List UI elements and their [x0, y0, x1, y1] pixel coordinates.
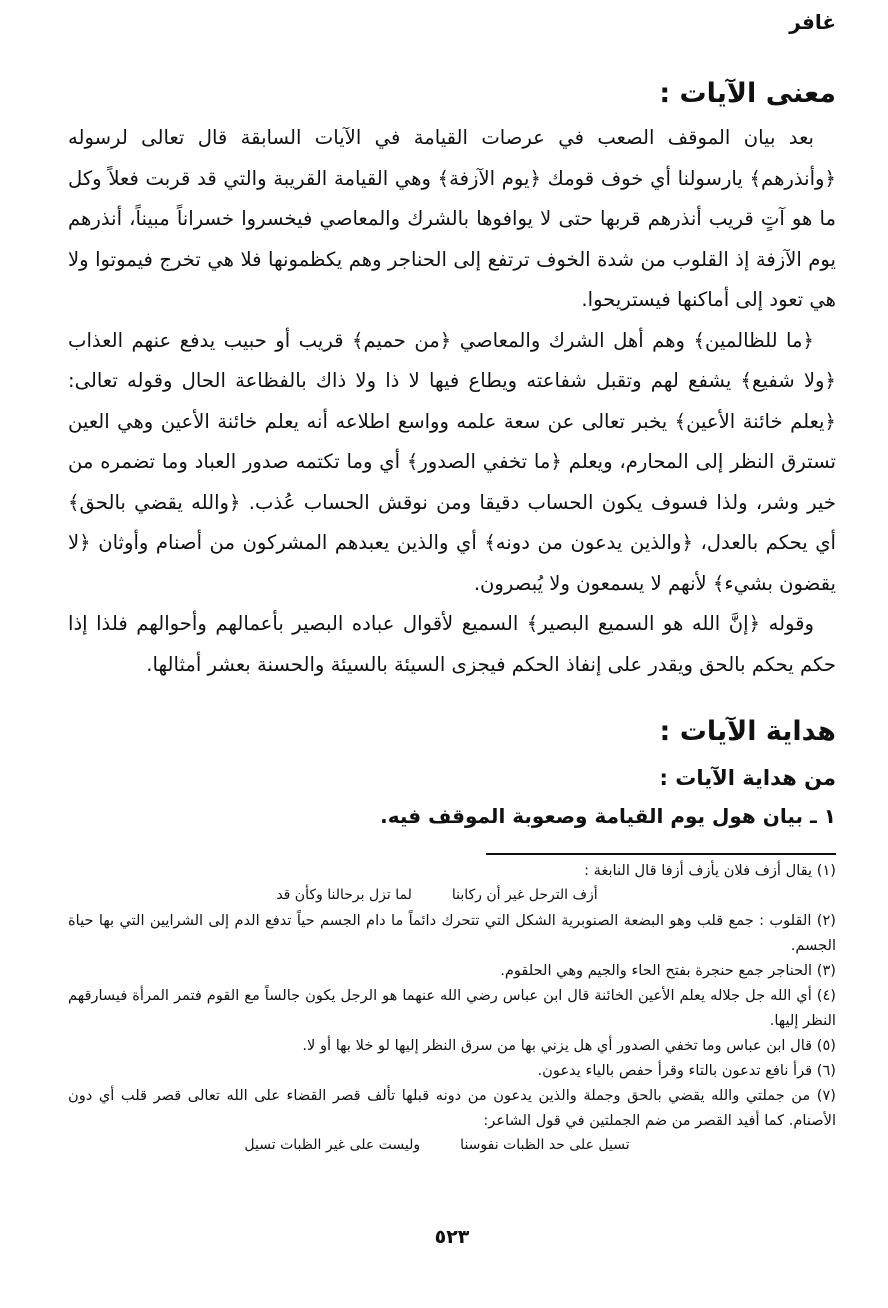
footnotes — [68, 858, 836, 1158]
section-title-meaning: معنى الآيات : — [659, 78, 836, 109]
footnote-7: (٧) من جملتي والله يقضي بالحق وجملة والذين يدعون من دونه قبلها تألف قصر القضاء على الله تعالى قصر قلب أي دون الأصنام. كما أفيد القصر من ضم الجملتين في قول الشاعر: — [68, 1087, 836, 1129]
verse-hemistich: لما تزل برحالنا وكأن قد — [276, 887, 412, 903]
guidance-subtitle: من هداية الآيات : — [659, 766, 836, 790]
footnote-5: (٥) قال ابن عباس وما تخفي الصدور أي هل يزني بها من سرق النظر إليها لو خلا بها أو لا. — [302, 1037, 836, 1054]
footnote-divider — [486, 853, 836, 855]
footnote-1-verse — [68, 883, 836, 908]
page-number: ٥٢٣ — [434, 1226, 470, 1248]
verse-hemistich: وليست على غير الظبات تسيل — [244, 1137, 421, 1153]
footnote-4: (٤) أي الله جل جلاله يعلم الأعين الخائنة قال ابن عباس رضي الله عنهما هو الرجل يكون جالساً مع القوم فتمر المرأة فيسارقهم النظر إليها. — [68, 987, 836, 1029]
commentary-paragraph: ﴿ما للظالمين﴾ وهم أهل الشرك والمعاصي ﴿من حميم﴾ قريب أو حبيب يدفع عنهم العذاب ﴿ولا شفيع﴾ يشفع لهم وتقبل شفاعته ويطاع فيها لا ذا ولا ذاك بالفظاعة الحال وقوله تعالى: ﴿يعلم خائنة الأعين﴾ يخبر تعالى عن سعة علمه وواسع اطلاعه أنه يعلم خائنة الأعين وهي العين تسترق النظر إلى المحارم، ويعلم ﴿ما تخفي الصدور﴾ أي وما تكتمه صدور العباد وما تضمره من خير وشر، ولذا فسوف يكون الحساب دقيقا ومن نوقش الحساب عُذب. ﴿والله يقضي بالحق﴾ أي يحكم بالعدل، ﴿والذين يدعون من دونه﴾ أي والذين يعبدهم المشركون من أصنام وأوثان ﴿لا يقضون بشيء﴾ لأنهم لا يسمعون ولا يُبصرون. — [68, 328, 836, 595]
verse-hemistich: تسيل على حد الظبات نفوسنا — [460, 1137, 630, 1153]
commentary-paragraph: وقوله ﴿إنَّ الله هو السميع البصير﴾ السميع لأقوال عباده البصير بأعمالهم وأحوالهم فلذا إذا حكم يحكم بالحق ويقدر على إنفاذ الحكم فيجزى السيئة بالسيئة والحسنة بعشر أمثالها. — [68, 612, 836, 676]
quran-commentary-page — [68, 0, 836, 1308]
verse-hemistich: أزف الترحل غير أن ركابنا — [451, 887, 598, 903]
footnote-6: (٦) قرأ نافع تدعون بالتاء وقرأ حفص بالياء يدعون. — [537, 1062, 836, 1079]
footnote-2: (٢) القلوب : جمع قلب وهو البضعة الصنوبرية الشكل التي تتحرك دائماً ما دام الجسم حياً تدفع الدم إلى الشرايين التي بها حياة الجسم. — [68, 912, 836, 954]
footnote-7-verse — [68, 1133, 836, 1158]
footnote-1: (١) يقال أزف فلان يأزف أزفا قال النابغة : — [584, 862, 836, 879]
section-title-guidance: هداية الآيات : — [659, 716, 836, 747]
surah-name-header: غافر — [789, 10, 836, 34]
footnote-3: (٣) الحناجر جمع حنجرة بفتح الحاء والجيم وهي الحلقوم. — [500, 962, 836, 979]
commentary-body — [68, 118, 836, 685]
commentary-paragraph: بعد بيان الموقف الصعب في عرصات القيامة في الآيات السابقة قال تعالى لرسوله ﴿وأنذرهم﴾ يارسولنا أي خوف قومك ﴿يوم الآزفة﴾ وهي القيامة القريبة والتي قد قربت فعلاً وكل ما هو آتٍ قريب أنذرهم قربها حتى لا يوافوها بالشرك والمعاصي فيخسروا خسراناً مبيناً، أنذرهم يوم الآزفة إذ القلوب من شدة الخوف ترتفع إلى الحناجر وهم يكظمونها فلا هي تخرج فيموتوا ولا هي تعود إلى أماكنها فيستريحوا. — [68, 126, 836, 311]
guidance-point: ١ ـ بيان هول يوم القيامة وصعوبة الموقف فيه. — [380, 804, 836, 828]
